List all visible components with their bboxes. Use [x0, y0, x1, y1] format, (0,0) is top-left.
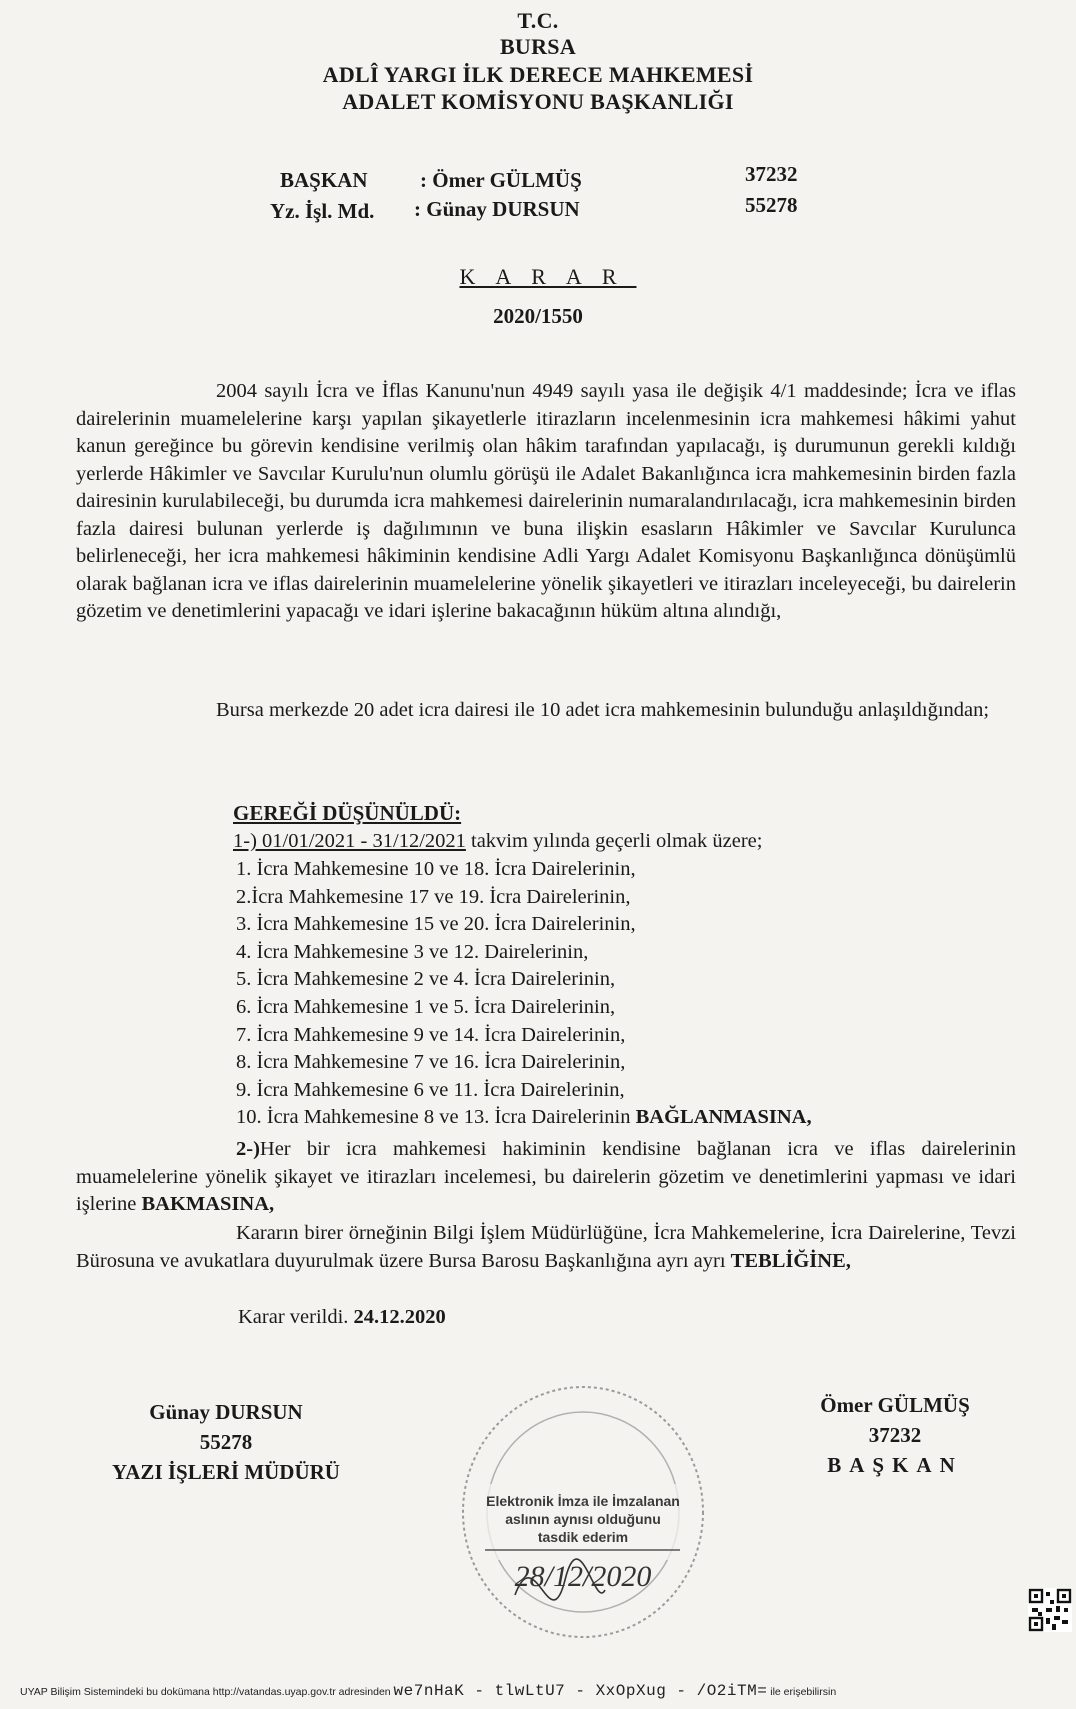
header-commission: ADALET KOMİSYONU BAŞKANLIĞI	[342, 89, 734, 114]
list-item: 7. İcra Mahkemesine 9 ve 14. İcra Dairelerinin,	[236, 1023, 626, 1046]
signature-left-title: YAZI İŞLERİ MÜDÜRÜ	[112, 1460, 340, 1484]
footer-access-code: we7nHaK - tlwLtU7 - XxOpXug - /O2iTM=	[393, 1682, 768, 1700]
assignment-list	[236, 856, 812, 1132]
signature-left	[96, 1397, 356, 1487]
signature-right-title: BAŞKAN	[827, 1453, 963, 1477]
official-name-clerk: : Günay DURSUN	[414, 197, 580, 221]
decision-heading: GEREĞİ DÜŞÜNÜLDÜ:	[233, 801, 462, 825]
list-item: 5. İcra Mahkemesine 2 ve 4. İcra Dairelerinin,	[236, 968, 616, 991]
decision-number: 2020/1550	[493, 304, 583, 328]
list-item: 8. İcra Mahkemesine 7 ve 16. İcra Dairelerinin,	[236, 1051, 626, 1074]
body-paragraph-3: Kararın birer örneğinin Bilgi İşlem Müdürlüğüne, İcra Mahkemelerine, İcra Dairelerine, Tevzi Bürosuna ve avukatlara duyurulmak üzere Bursa Barosu Başkanlığına ayrı ayrı TEBLİĞİNE,	[76, 1222, 1016, 1272]
signature-right-number: 37232	[868, 1423, 922, 1447]
header-city: BURSA	[499, 34, 577, 59]
decision-title: KARAR	[459, 264, 637, 289]
stamp-line-3: tasdik ederim	[537, 1529, 629, 1545]
footer-uyap: UYAP Bilişim Sistemindeki bu dokümana http://vatandas.uyap.gov.tr adresinden we7nHaK - tlwLtU7 - XxOpXug - /O2iTM= ile erişebilirsin	[20, 1682, 837, 1700]
list-item: 10. İcra Mahkemesine 8 ve 13. İcra Dairelerinin BAĞLANMASINA,	[236, 1106, 812, 1129]
body-paragraph-2: Bursa merkezde 20 adet icra dairesi ile 10 adet icra mahkemesinin bulunduğu anlaşıldığından;	[216, 699, 990, 721]
stamp-line-2: aslının aynısı olduğunu	[505, 1511, 661, 1527]
official-number-clerk: 55278	[745, 193, 798, 217]
official-title-president: BAŞKAN	[280, 168, 368, 192]
list-item: 6. İcra Mahkemesine 1 ve 5. İcra Dairelerinin,	[236, 995, 616, 1018]
official-title-clerk: Yz. İşl. Md.	[270, 199, 375, 223]
signature-right-name: Ömer GÜLMÜŞ	[820, 1393, 970, 1417]
signature-left-name: Günay DURSUN	[149, 1400, 303, 1424]
official-number-president: 37232	[745, 162, 798, 186]
decision-item-2: 2-)Her bir icra mahkemesi hakiminin kendisine bağlanan icra ve iflas dairelerinin muamelelerine yönelik şikayet ve itirazları incelemesi, bu dairelerin gözetim ve denetimlerini yapması ve idari işlerine BAKMASINA,	[76, 1138, 1016, 1215]
list-item: 3. İcra Mahkemesine 15 ve 20. İcra Dairelerinin,	[236, 913, 636, 936]
header-tc: T.C.	[517, 8, 559, 33]
qr-code-icon	[1028, 1588, 1072, 1632]
signature-right	[790, 1390, 1000, 1480]
decision-item-1: 1-) 01/01/2021 - 31/12/2021 takvim yılında geçerli olmak üzere;	[233, 830, 763, 852]
signature-left-number: 55278	[199, 1430, 253, 1454]
official-name-president: : Ömer GÜLMÜŞ	[420, 168, 582, 192]
body-paragraph-1: 2004 sayılı İcra ve İflas Kanunu'nun 4949 sayılı yasa ile değişik 4/1 maddesinde; İcra ve iflas dairelerinin muamelelerine karşı yapılan şikayetlerle itirazların incelenmesinin icra mahkemesi hâkimi yahut kanun gereğince bu görevin kendisine verilmiş olan hâkim tarafından yapılacağı, iş durumunun gerekli kıldığı yerlerde Hâkimler ve Savcılar Kurulu'nun olumlu görüşü ile Adalet Bakanlığınca icra mahkemesinin birden fazla dairesinin kurulabileceği, bu durumda icra mahkemesi dairelerinin numaralandırılacağı, icra mahkemesinin birden fazla dairesi bulunan yerlerde iş dağılımının ve buna ilişkin esasların Hâkimler ve Savcılar Kurulunca belirleneceği, her icra mahkemesi hâkiminin kendisine Adli Yargı Adalet Komisyonu Başkanlığınca dönüşümlü olarak bağlanan icra ve iflas dairelerinin muamelelerine yönelik şikayetleri ve itirazları inceleyeceği, bu dairelerin gözetim ve denetimlerini yapacağı ve idari işlerine bakacağının hüküm altına alındığı,	[76, 380, 1016, 622]
list-item: 2.İcra Mahkemesine 17 ve 19. İcra Dairelerinin,	[236, 885, 631, 908]
header-court: ADLÎ YARGI İLK DERECE MAHKEMESİ	[322, 62, 754, 87]
list-item: 4. İcra Mahkemesine 3 ve 12. Dairelerinin,	[236, 940, 589, 963]
list-item: 9. İcra Mahkemesine 6 ve 11. İcra Dairelerinin,	[236, 1078, 625, 1101]
certification-stamp	[455, 1380, 710, 1645]
stamp-date: 28/12/2020	[514, 1560, 652, 1593]
decision-date: Karar verildi. 24.12.2020	[238, 1306, 446, 1328]
stamp-line-1: Elektronik İmza ile İmzalanan	[486, 1493, 680, 1509]
list-item: 1. İcra Mahkemesine 10 ve 18. İcra Dairelerinin,	[236, 858, 636, 880]
